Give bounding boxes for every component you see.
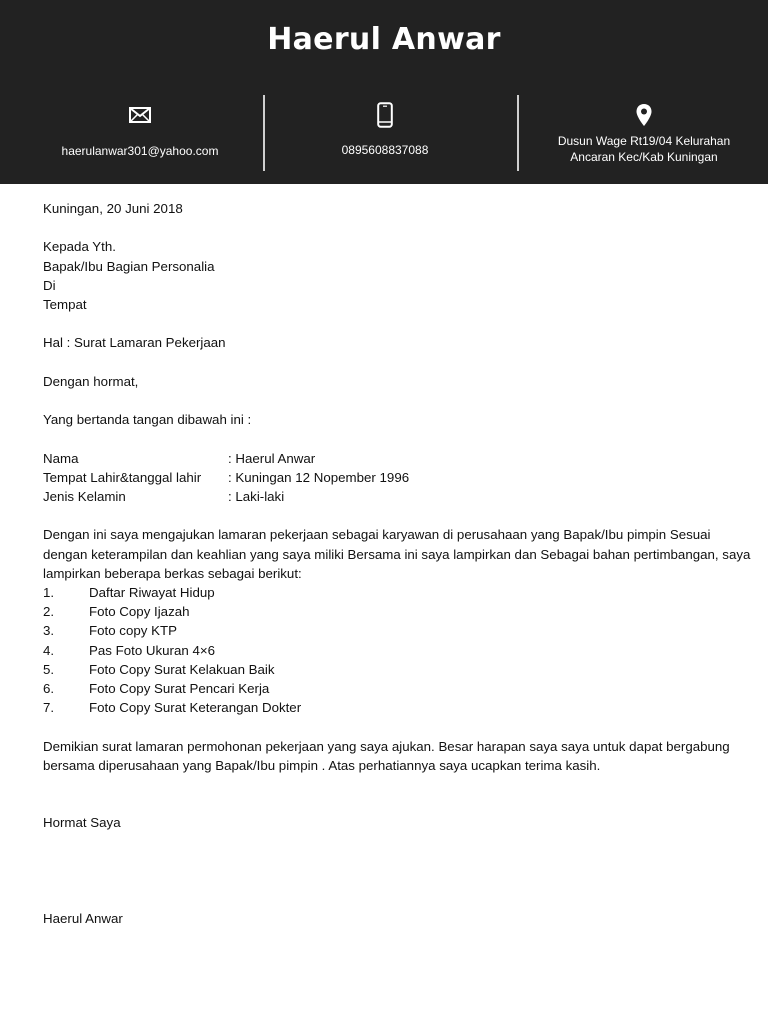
recipient-line: Tempat — [43, 297, 87, 312]
identity-value: : Laki-laki — [228, 488, 285, 504]
letter-header — [0, 0, 768, 184]
list-item — [43, 602, 758, 621]
intro-line: Yang bertanda tangan dibawah ini : — [43, 412, 252, 428]
salutation: Dengan hormat, — [43, 373, 139, 389]
identity-label: Jenis Kelamin — [43, 488, 126, 504]
closing-paragraph: Demikian surat lamaran permohonan pekerjaan yang saya ajukan. Besar harapan saya saya untuk dapat bergabung bersama diperusahaan yang Bapak/Ibu pimpin . Atas perhatiannya saya ucapkan terima kasih. — [43, 738, 730, 773]
address-line-1: Dusun Wage Rt19/04 Kelurahan — [557, 134, 731, 148]
list-number: 2. — [43, 604, 55, 620]
list-text: Pas Foto Ukuran 4×6 — [89, 642, 216, 658]
sign-off: Hormat Saya — [43, 815, 121, 831]
list-text: Foto Copy Surat Keterangan Dokter — [89, 700, 302, 716]
address-line-2: Ancaran Kec/Kab Kuningan — [570, 150, 718, 164]
phone-text: 0895608837088 — [341, 143, 429, 157]
recipient-line: Kepada Yth. — [43, 239, 116, 255]
list-text: Foto Copy Ijazah — [89, 604, 190, 620]
list-number: 3. — [43, 623, 55, 639]
list-number: 7. — [43, 700, 55, 716]
list-text: Foto copy KTP — [89, 623, 177, 639]
letter-subject: Hal : Surat Lamaran Pekerjaan — [43, 335, 226, 351]
identity-value: : Haerul Anwar — [228, 450, 316, 466]
list-text: Daftar Riwayat Hidup — [89, 584, 215, 600]
list-number: 4. — [43, 642, 55, 658]
identity-row — [43, 449, 758, 468]
list-item — [43, 679, 758, 698]
recipient-line: Di — [43, 277, 56, 293]
applicant-name: Haerul Anwar — [267, 22, 501, 57]
envelope-icon — [30, 100, 250, 130]
contact-address — [530, 100, 758, 165]
identity-value: : Kuningan 12 Nopember 1996 — [228, 469, 410, 485]
phone-icon — [275, 100, 495, 130]
letter-date: Kuningan, 20 Juni 2018 — [43, 201, 183, 216]
list-number: 5. — [43, 661, 55, 677]
location-pin-icon — [530, 100, 758, 130]
list-item — [43, 641, 758, 660]
list-text: Foto Copy Surat Kelakuan Baik — [89, 661, 275, 677]
identity-row — [43, 468, 758, 487]
list-item — [43, 698, 758, 717]
identity-label: Nama — [43, 450, 79, 466]
body-paragraph: Dengan ini saya mengajukan lamaran pekerjaan sebagai karyawan di perusahaan yang Bapak/Ibu pimpin Sesuai dengan keterampilan dan keahlian yang saya miliki Bersama ini saya lampirkan dan Sebagai bahan pertimbangan, saya lampirkan beberapa berkas sebagai berikut: — [43, 527, 751, 581]
signature-name: Haerul Anwar — [43, 910, 123, 926]
list-item — [43, 660, 758, 679]
letter-body — [43, 199, 758, 928]
identity-label: Tempat Lahir&tanggal lahir — [43, 469, 202, 485]
address-text — [530, 133, 758, 165]
contact-phone — [275, 100, 495, 158]
email-text: haerulanwar301@yahoo.com — [61, 144, 219, 158]
attachment-list — [43, 583, 758, 717]
header-divider — [517, 95, 519, 171]
identity-row — [43, 487, 758, 506]
list-text: Foto Copy Surat Pencari Kerja — [89, 680, 270, 696]
list-number: 6. — [43, 680, 55, 696]
list-item — [43, 583, 758, 602]
header-divider — [263, 95, 265, 171]
contact-email — [30, 100, 250, 159]
recipient-line: Bapak/Ibu Bagian Personalia — [43, 258, 215, 274]
list-item — [43, 621, 758, 640]
list-number: 1. — [43, 584, 55, 600]
